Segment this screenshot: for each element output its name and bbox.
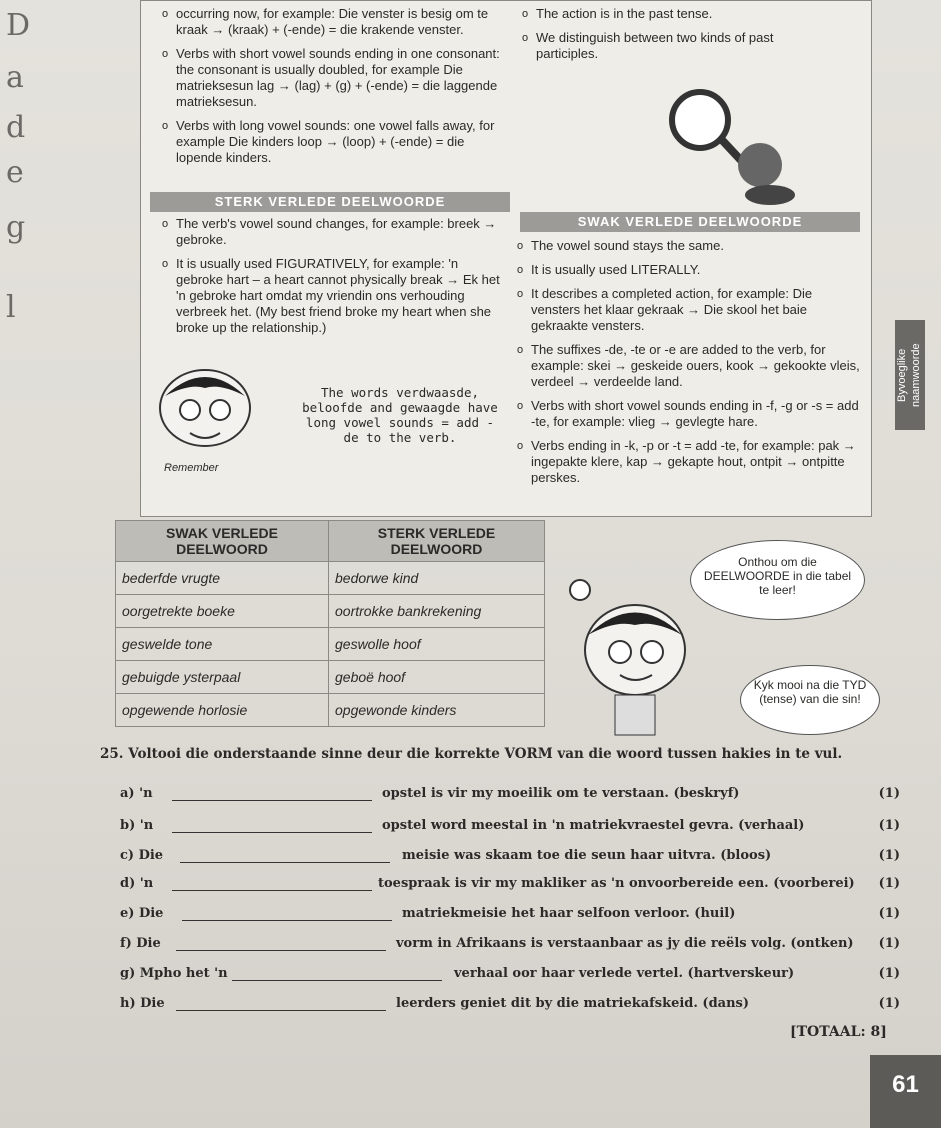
question-label: e) Die xyxy=(120,906,164,921)
note-item: o Verbs with short vowel sounds ending in -f, -g or -s = add -te, for example: vlieg → gevlegte hare. xyxy=(515,398,860,430)
table-cell: opgewonde kinders xyxy=(329,694,545,727)
page-number: 61 xyxy=(870,1055,941,1128)
table-cell: geswelde tone xyxy=(116,628,329,661)
question-mark: (1) xyxy=(878,818,900,833)
question-rest: matriekmeisie het haar selfoon verloor. (huil) xyxy=(402,906,736,921)
swak-heading: SWAK VERLEDE DEELWOORDE xyxy=(520,212,860,232)
question-item xyxy=(120,786,900,806)
question-item xyxy=(120,906,900,926)
question-mark: (1) xyxy=(878,786,900,801)
section-tab: Byvoeglike naamwoorde xyxy=(895,320,925,430)
question-mark: (1) xyxy=(878,966,900,981)
note-item: o The suffixes -de, -te or -e are added to the verb, for example: skei → geskeide ouers, kook → gekookte vleis, verdeel → verdeelde land. xyxy=(515,342,860,390)
question-mark: (1) xyxy=(878,906,900,921)
table-cell: oorgetrekte boeke xyxy=(116,595,329,628)
answer-blank[interactable] xyxy=(232,966,442,981)
question-number: 25. xyxy=(100,746,124,762)
table-cell: opgewende horlosie xyxy=(116,694,329,727)
note-item: o Verbs with long vowel sounds: one vowel falls away, for example Die kinders loop → (loop) + (-ende) = die lopende kinders. xyxy=(160,118,505,166)
note-item: o The vowel sound stays the same. xyxy=(515,238,860,254)
handwritten-margin-notes xyxy=(0,0,70,340)
magnifying-glass-character-icon xyxy=(640,60,820,210)
question-item xyxy=(120,876,900,896)
question-item xyxy=(120,848,900,868)
answer-blank[interactable] xyxy=(172,876,372,891)
question-label: g) Mpho het 'n xyxy=(120,966,228,981)
table-row xyxy=(116,562,545,595)
cartoon-boy-lightbulb-icon xyxy=(560,570,710,740)
sterk-heading: STERK VERLEDE DEELWOORDE xyxy=(150,192,510,212)
note-item: o It describes a completed action, for example: Die vensters het klaar gekraak → Die skool het baie gekraakte vensters. xyxy=(515,286,860,334)
margin-note: a xyxy=(6,60,24,95)
question-label: c) Die xyxy=(120,848,164,863)
table-header-row xyxy=(116,521,545,562)
present-participle-notes xyxy=(160,6,505,174)
answer-blank[interactable] xyxy=(172,786,372,801)
note-item: o The action is in the past tense. xyxy=(520,6,820,22)
note-item: o It is usually used FIGURATIVELY, for example: 'n gebroke hart – a heart cannot physically break → Ek het 'n gebroke hart omdat my vriendin ons verhouding verbreek het. (My best friend broke my heart when she broke up the relationship.) xyxy=(160,256,500,336)
question-rest: verhaal oor haar verlede vertel. (hartverskeur) xyxy=(454,966,795,981)
question-mark: (1) xyxy=(878,936,900,951)
note-item: o occurring now, for example: Die venster is besig om te kraak → (kraak) + (-ende) = die krakende venster. xyxy=(160,6,505,38)
remember-note: The words verdwaasde, beloofde and gewaagde have long vowel sounds = add -de to the verb. xyxy=(302,385,498,445)
question-mark: (1) xyxy=(878,876,900,891)
question-label: a) 'n xyxy=(120,786,153,801)
speech-bubble: Kyk mooi na die TYD (tense) van die sin! xyxy=(740,665,880,735)
question-mark: (1) xyxy=(878,996,900,1011)
table-row xyxy=(116,694,545,727)
question-rest: meisie was skaam toe die seun haar uitvra. (bloos) xyxy=(402,848,772,863)
question-label: d) 'n xyxy=(120,876,154,891)
answer-blank[interactable] xyxy=(176,996,386,1011)
table-header: SWAK VERLEDE DEELWOORD xyxy=(116,521,329,562)
table-cell: gebuigde ysterpaal xyxy=(116,661,329,694)
table-cell: bederfde vrugte xyxy=(116,562,329,595)
question-rest: vorm in Afrikaans is verstaanbaar as jy die reëls volg. (ontken) xyxy=(396,936,854,951)
question-item xyxy=(120,996,900,1016)
note-item: o It is usually used LITERALLY. xyxy=(515,262,860,278)
note-item: o The verb's vowel sound changes, for example: breek → gebroke. xyxy=(160,216,500,248)
question-item xyxy=(120,966,900,986)
cartoon-boy-icon xyxy=(150,358,260,458)
table-row xyxy=(116,661,545,694)
answer-blank[interactable] xyxy=(176,936,386,951)
question-rest: toespraak is vir my makliker as 'n onvoorbereide een. (voorberei) xyxy=(378,876,855,891)
question-instruction xyxy=(100,746,900,762)
margin-note: e xyxy=(6,155,24,190)
swak-notes xyxy=(515,238,860,494)
question-rest: opstel is vir my moeilik om te verstaan. (beskryf) xyxy=(382,786,740,801)
speech-bubble: Onthou om die DEELWOORDE in die tabel te leer! xyxy=(690,540,865,620)
margin-note: g xyxy=(6,210,26,245)
question-rest: leerders geniet dit by die matriekafskeid. (dans) xyxy=(396,996,750,1011)
total-marks: [TOTAAL: 8] xyxy=(790,1024,887,1040)
question-item xyxy=(120,936,900,956)
answer-blank[interactable] xyxy=(182,906,392,921)
margin-note: d xyxy=(6,110,26,145)
table-cell: oortrokke bankrekening xyxy=(329,595,545,628)
margin-note: l xyxy=(6,290,16,325)
question-label: b) 'n xyxy=(120,818,154,833)
question-mark: (1) xyxy=(878,848,900,863)
answer-blank[interactable] xyxy=(180,848,390,863)
remember-label: Remember xyxy=(164,462,219,474)
table-cell: geboë hoof xyxy=(329,661,545,694)
question-rest: opstel word meestal in 'n matriekvraestel gevra. (verhaal) xyxy=(382,818,805,833)
table-cell: bedorwe kind xyxy=(329,562,545,595)
note-item: o Verbs with short vowel sounds ending in one consonant: the consonant is usually doubled, for example Die matrieksesun lag → (lag) + (g) + (-ende) = die laggende matrieksesun. xyxy=(160,46,505,110)
table-cell: geswolle hoof xyxy=(329,628,545,661)
participle-table xyxy=(115,520,545,727)
answer-blank[interactable] xyxy=(172,818,372,833)
question-text: Voltooi die onderstaande sinne deur die korrekte VORM van die woord tussen hakies in te vul. xyxy=(128,746,843,762)
sterk-notes xyxy=(160,216,500,344)
table-header: STERK VERLEDE DEELWOORD xyxy=(329,521,545,562)
table-row xyxy=(116,595,545,628)
margin-note: D xyxy=(6,8,31,43)
question-label: f) Die xyxy=(120,936,161,951)
question-item xyxy=(120,818,900,838)
question-label: h) Die xyxy=(120,996,165,1011)
note-item: o We distinguish between two kinds of past participles. xyxy=(520,30,820,62)
table-row xyxy=(116,628,545,661)
note-item: o Verbs ending in -k, -p or -t = add -te, for example: pak → ingepakte klere, kap → gekapte hout, ontpit → ontpitte perskes. xyxy=(515,438,860,486)
